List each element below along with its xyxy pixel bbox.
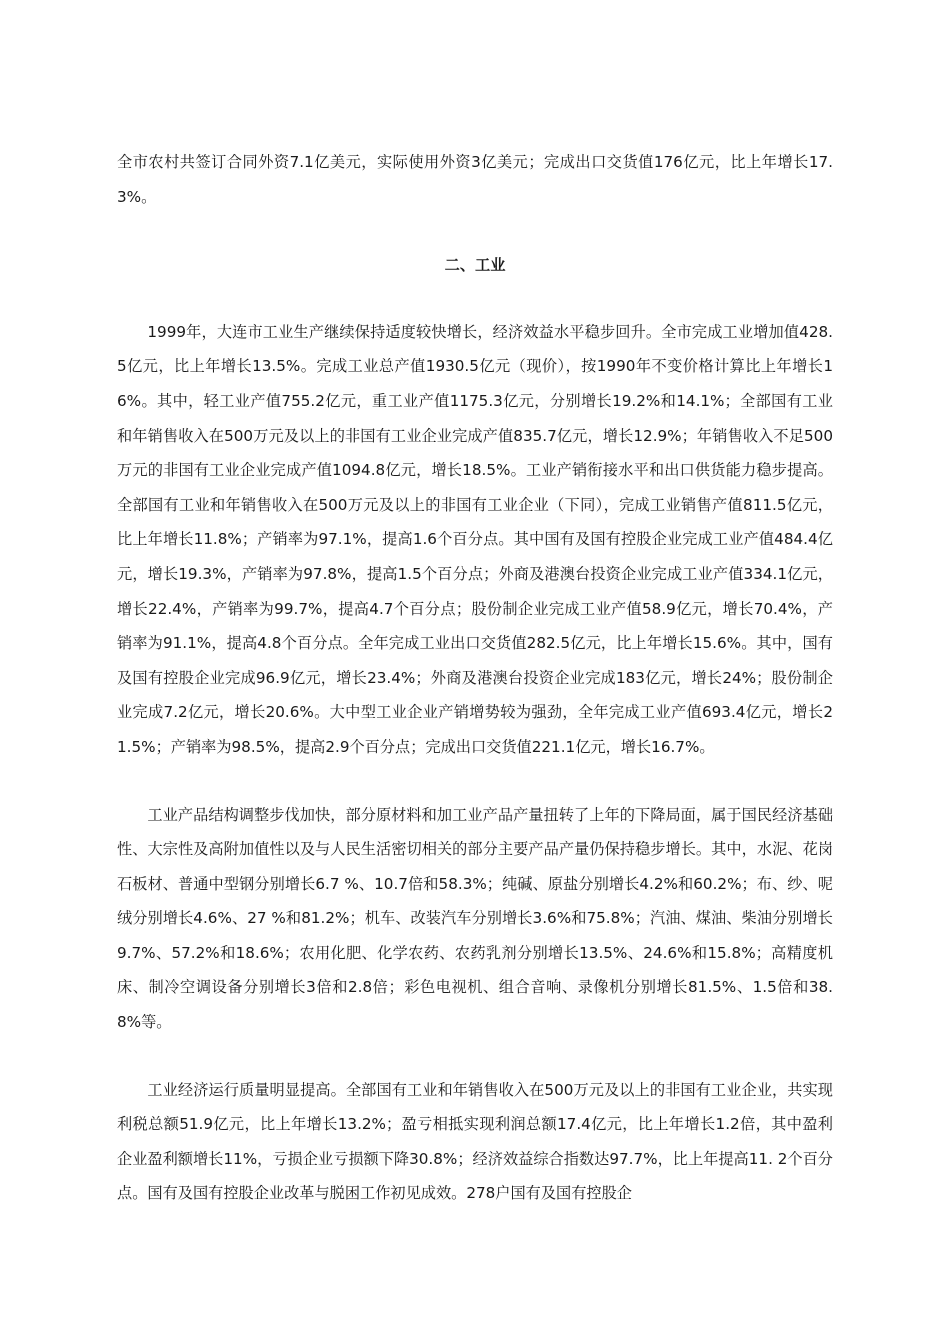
paragraph-product-structure: 工业产品结构调整步伐加快，部分原材料和加工业产品产量扭转了上年的下降局面，属于国民经济基础性、大宗性及高附加值性以及与人民生活密切相关的部分主要产品产量仍保持稳步增长。其中，水泥、花岗石板材、普通中型钢分别增长6.7 %、10.7倍和58.3%；纯碱、原盐分别增长4.2%和60.2%；布、纱、呢绒分别增长4.6%、27 %和81.2%；机车、改装汽车分别增长3.6%和75.8%；汽油、煤油、柴油分别增长9.7%、57.2%和18.6%；农用化肥、化学农药、农药乳剂分别增长13.5%、24.6%和15.8%；高精度机床、制冷空调设备分别增长3倍和2.8倍；彩色电视机、组合音响、录像机分别增长81.5%、1.5倍和38.8%等。 [117,805,833,1032]
paragraph-economic-quality: 工业经济运行质量明显提高。全部国有工业和年销售收入在500万元及以上的非国有工业企业，共实现利税总额51.9亿元，比上年增长13.2%；盈亏相抵实现利润总额17.4亿元，比上年增长1.2倍，其中盈利企业盈利额增长11%，亏损企业亏损额下降30.8%；经济效益综合指数达97.7%，比上年提高11. 2个百分点。国有及国有控股企业改革与脱困工作初见成效。278户国有及国有控股企 [117,1080,833,1203]
paragraph-industry-overview: 1999年，大连市工业生产继续保持适度较快增长，经济效益水平稳步回升。全市完成工业增加值428.5亿元，比上年增长13.5%。完成工业总产值1930.5亿元（现价），按1990年不变价格计算比上年增长16%。其中，轻工业产值755.2亿元，重工业产值1175.3亿元，分别增长19.2%和14.1%；全部国有工业和年销售收入在500万元及以上的非国有工业企业完成产值835.7亿元，增长12.9%；年销售收入不足500万元的非国有工业企业完成产值1094.8亿元，增长18.5%。工业产销衔接水平和出口供货能力稳步提高。全部国有工业和年销售收入在500万元及以上的非国有工业企业（下同），完成工业销售产值811.5亿元，比上年增长11.8%；产销率为97.1%，提高1.6个百分点。其中国有及国有控股企业完成工业产值484.4亿元，增长19.3%，产销率为97.8%，提高1.5个百分点；外商及港澳台投资企业完成工业产值334.1亿元，增长22.4%，产销率为99.7%，提高4.7个百分点；股份制企业完成工业产值58.9亿元，增长70.4%，产销率为91.1%，提高4.8个百分点。全年完成工业出口交货值282.5亿元，比上年增长15.6%。其中，国有及国有控股企业完成96.9亿元，增长23.4%；外商及港澳台投资企业完成183亿元，增长24%；股份制企业完成7.2亿元，增长20.6%。大中型工业企业产销增势较为强劲，全年完成工业产值693.4亿元，增长21.5%；产销率为98.5%，提高2.9个百分点；完成出口交货值221.1亿元，增长16.7%。 [117,322,833,756]
section-heading: 二、工业 [444,256,506,275]
document-page [117,145,833,1211]
paragraph-intro: 全市农村共签订合同外资7.1亿美元，实际使用外资3亿美元；完成出口交货值176亿元，比上年增长17.3%。 [117,153,833,206]
